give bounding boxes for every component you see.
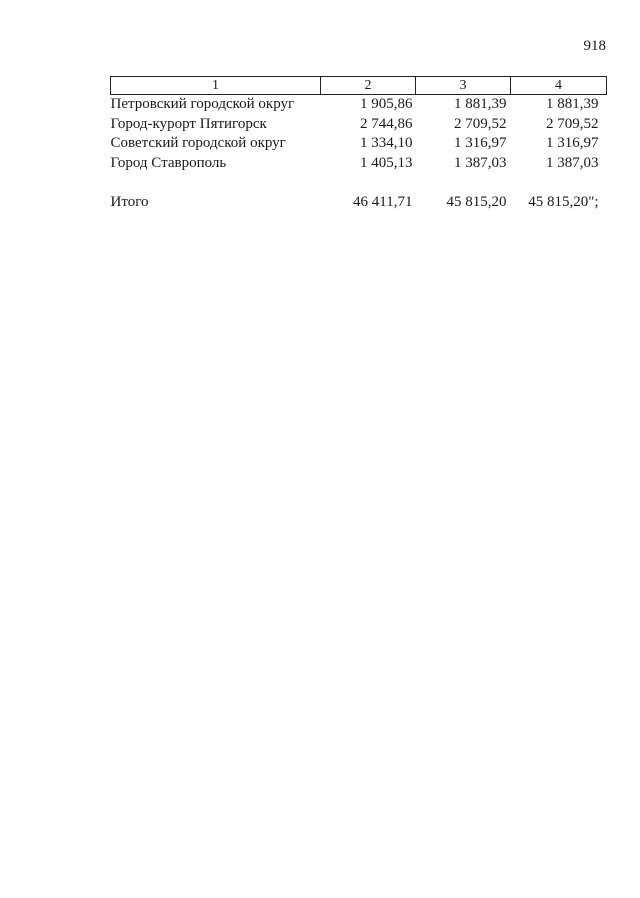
row-value-col4: 1 316,97 [546,135,599,151]
row-name: Советский городской округ [110,135,286,151]
page-number: 918 [583,38,606,54]
table-row [111,115,607,135]
column-header-2: 2 [321,77,416,95]
row-value-col4: 2 709,52 [546,115,599,132]
table-row [111,134,607,154]
table-total-row [111,193,607,213]
row-value-col2: 2 744,86 [360,115,413,132]
row-value-col2: 1 905,86 [360,96,413,112]
column-header-3: 3 [416,77,511,95]
data-table [110,76,607,213]
total-value-col4: 45 815,20"; [528,194,599,210]
table-spacer-row [111,173,607,193]
column-header-4: 4 [511,77,607,95]
row-value-col2: 1 405,13 [360,154,413,171]
column-header-1: 1 [111,77,321,95]
total-value-col3: 45 815,20 [446,194,507,210]
table-row [111,95,607,115]
row-value-col4: 1 387,03 [546,154,599,171]
row-value-col3: 1 387,03 [454,154,507,171]
row-name: Город-курорт Пятигорск [110,115,267,132]
table-row [111,154,607,174]
row-value-col3: 1 316,97 [454,135,507,151]
row-name: Петровский городской округ [110,96,295,112]
table-header-row [111,77,607,95]
total-value-col2: 46 411,71 [353,194,413,210]
row-value-col3: 2 709,52 [454,115,507,132]
row-value-col4: 1 881,39 [546,96,599,112]
row-value-col2: 1 334,10 [360,135,413,151]
row-value-col3: 1 881,39 [454,96,507,112]
row-name: Город Ставрополь [110,154,227,171]
total-label: Итого [110,194,149,210]
